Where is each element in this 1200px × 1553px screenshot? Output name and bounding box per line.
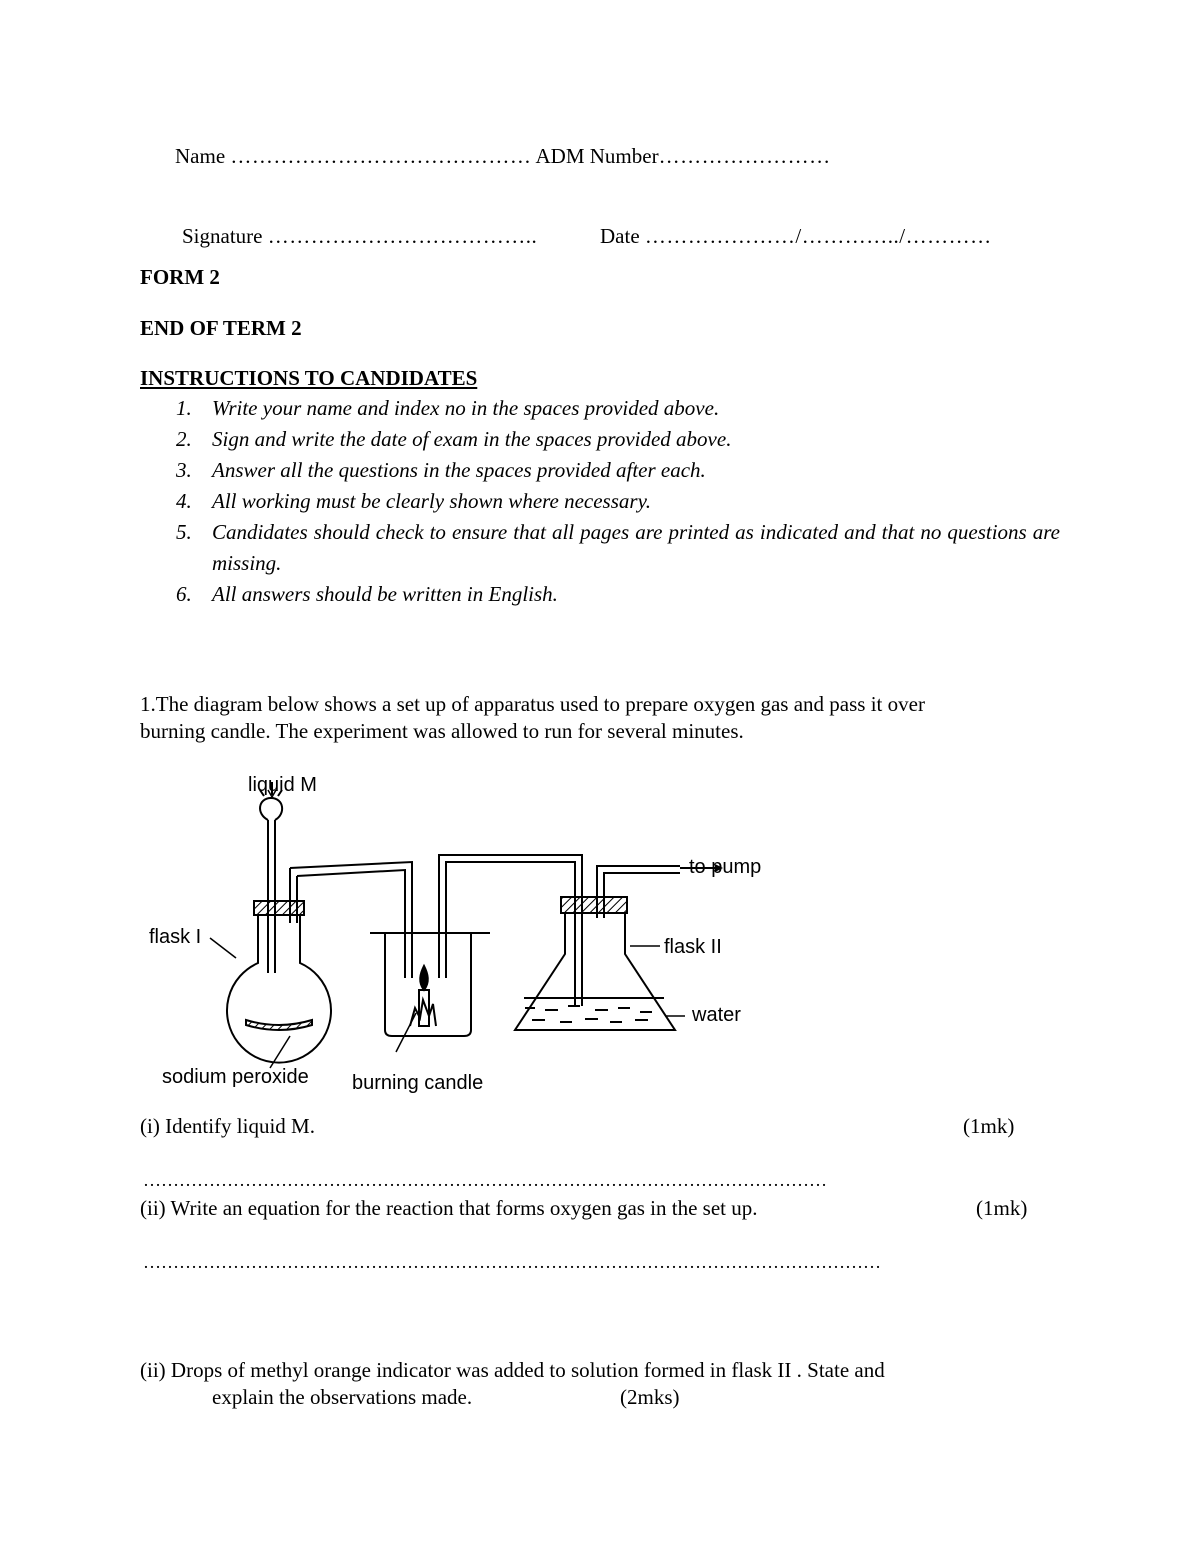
form-title: FORM 2 [140, 265, 220, 289]
name-line [175, 144, 831, 169]
label-to-pump: to pump [689, 856, 762, 878]
instruction-item: 1. Write your name and index no in the spaces provided above. [176, 396, 720, 420]
signature-label: Signature [182, 224, 263, 248]
answer-line-2[interactable]: …………………………………………………………………………………………………………… [143, 1252, 881, 1272]
flask-1 [227, 790, 331, 1063]
signature-field[interactable]: ……………………………….. [267, 224, 538, 248]
instruction-item: 6. All answers should be written in English. [176, 582, 558, 606]
instruction-item: 4. All working must be clearly shown where necessary. [176, 489, 651, 513]
instructions-heading: INSTRUCTIONS TO CANDIDATES [140, 366, 478, 390]
instruction-item: 5. Candidates should check to ensure that all pages are printed as indicated and that no questions are missing. [176, 520, 1060, 575]
label-flask-1: flask I [149, 926, 202, 948]
date-line [600, 224, 992, 249]
instruction-item: 2. Sign and write the date of exam in the spaces provided above. [176, 427, 732, 451]
name-field[interactable]: …………………………………… [230, 144, 532, 168]
label-flask-2: flask II [664, 936, 722, 958]
question-part-iii-line2: explain the observations made. [212, 1385, 473, 1409]
adm-label: ADM Number [535, 144, 659, 168]
date-field[interactable]: …………………/…………../………… [644, 224, 992, 248]
label-liquid-m: liquid M [248, 774, 317, 796]
instructions-list [140, 393, 1060, 610]
beaker [370, 933, 490, 1036]
label-sodium-peroxide: sodium peroxide [162, 1066, 309, 1088]
question-part-iii: (ii) Drops of methyl orange indicator was added to solution formed in flask II . State and [140, 1358, 885, 1382]
question-part-i: (i) Identify liquid M. [140, 1114, 315, 1138]
date-label: Date [600, 224, 640, 248]
answer-line-1[interactable]: …………………………………………………………………………………………………… [143, 1170, 827, 1190]
adm-field[interactable]: …………………… [658, 144, 831, 168]
question-intro-line2: burning candle. The experiment was allowed to run for several minutes. [140, 719, 744, 743]
instruction-item: 3. Answer all the questions in the spaces provided after each. [176, 458, 706, 482]
name-label: Name [175, 144, 226, 168]
term-title: END OF TERM 2 [140, 316, 302, 340]
marks-part-iii: (2mks) [620, 1385, 680, 1409]
marks-part-i: (1mk) [963, 1114, 1015, 1138]
question-intro-line1: 1.The diagram below shows a set up of apparatus used to prepare oxygen gas and pass it over [140, 692, 925, 716]
question-part-ii: (ii) Write an equation for the reaction that forms oxygen gas in the set up. [140, 1196, 758, 1220]
marks-part-ii: (1mk) [976, 1196, 1028, 1220]
signature-line [182, 224, 537, 249]
label-burning-candle: burning candle [352, 1072, 484, 1094]
label-water: water [692, 1004, 741, 1026]
